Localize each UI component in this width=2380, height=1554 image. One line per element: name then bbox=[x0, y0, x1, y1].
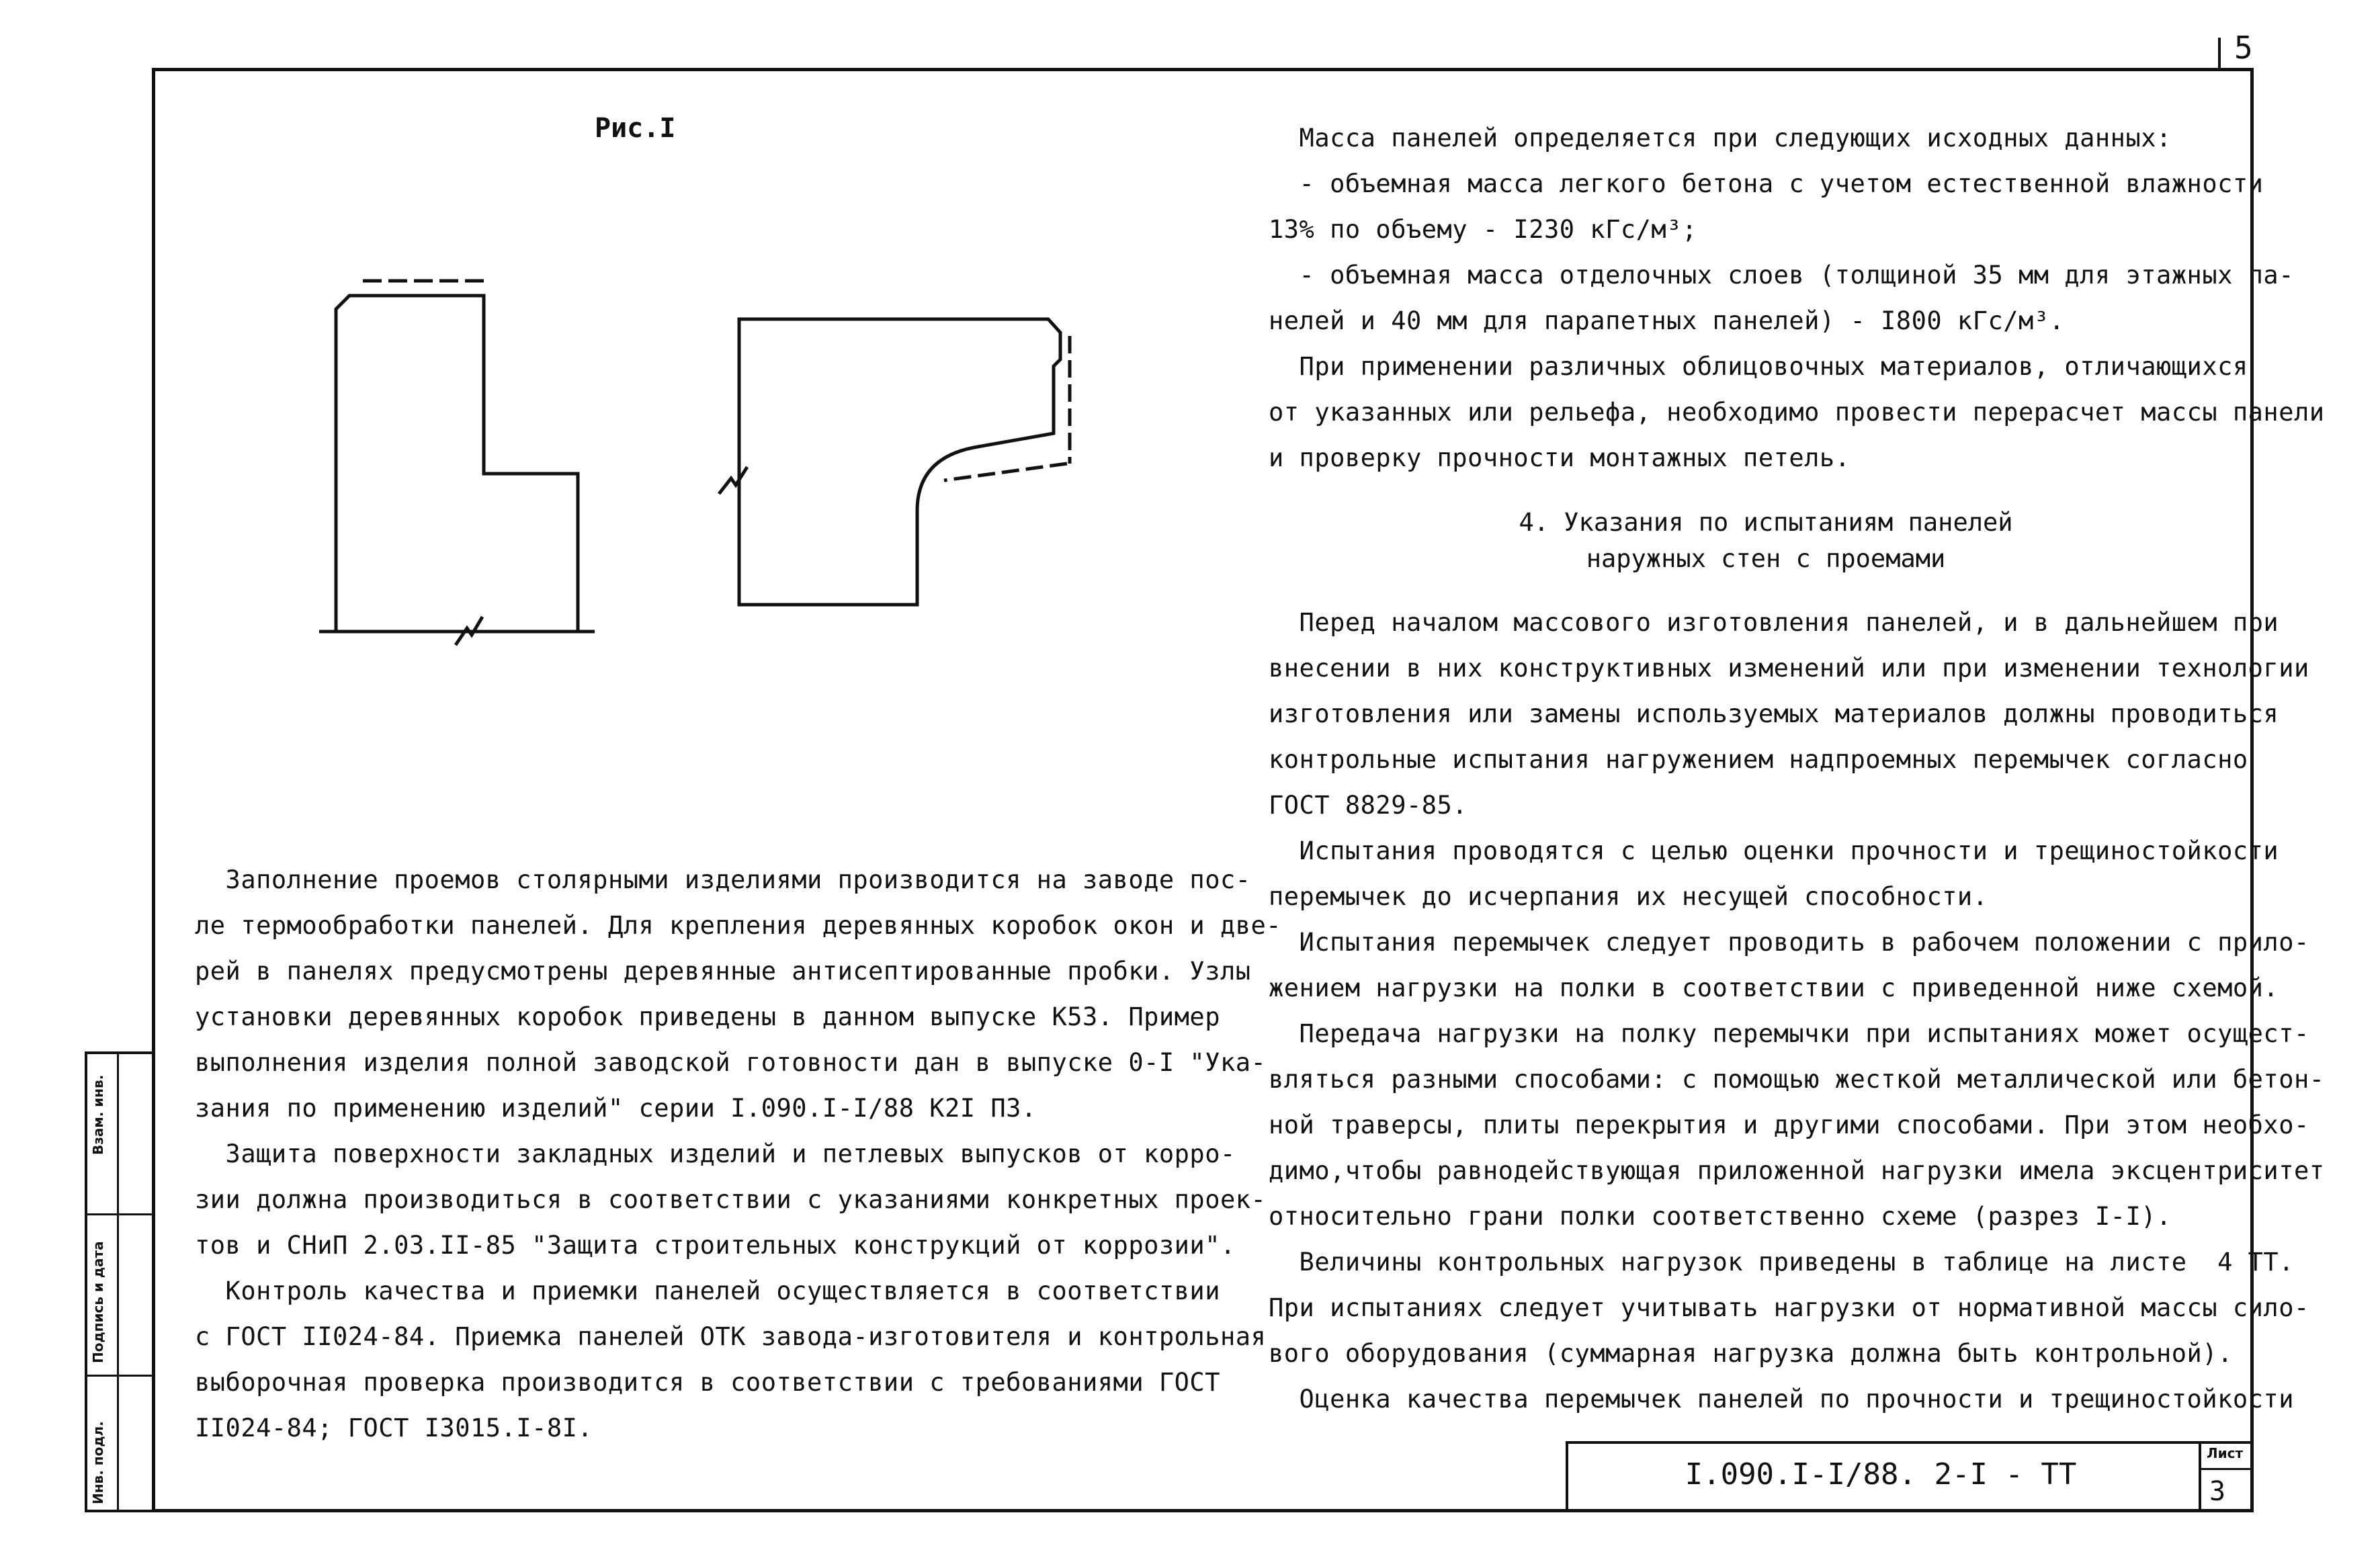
section-heading-line-2: наружных стен с проемами bbox=[1586, 544, 1946, 573]
sheet-box bbox=[2199, 1444, 2254, 1512]
sheet-label: Лист bbox=[2207, 1445, 2244, 1461]
text-line: - объемная масса отделочных слоев (толщиной 35 мм для этажных па- bbox=[1269, 261, 2294, 290]
text-line: перемычек до исчерпания их несущей способности. bbox=[1269, 882, 1988, 911]
sheet-number: 3 bbox=[2209, 1476, 2226, 1507]
text-line: от указанных или рельефа, необходимо провести перерасчет массы панели bbox=[1269, 398, 2325, 427]
text-line: зии должна производиться в соответствии с указаниями конкретных проек- bbox=[195, 1185, 1267, 1214]
text-line: Испытания перемычек следует проводить в рабочем положении с прило- bbox=[1269, 928, 2309, 957]
side-stamp-cell bbox=[87, 1215, 152, 1377]
text-line: Масса панелей определяется при следующих исходных данных: bbox=[1269, 124, 2172, 153]
right-dashed-diagonal bbox=[944, 464, 1067, 480]
text-line: контрольные испытания нагружением надпроемных перемычек согласно bbox=[1269, 745, 2248, 774]
side-stamp-label: Инв. подл. bbox=[90, 1421, 106, 1504]
left-panel-profile bbox=[336, 296, 578, 632]
text-line: выполнения изделия полной заводской готовности дан в выпуске 0-I "Ука- bbox=[195, 1048, 1267, 1077]
side-stamp-cell bbox=[87, 1054, 152, 1215]
text-line: жением нагрузки на полки в соответствии с приведенной ниже схемой. bbox=[1269, 974, 2279, 1002]
text-line: с ГОСТ II024-84. Приемка панелей ОТК завода-изготовителя и контрольная bbox=[195, 1322, 1267, 1351]
document-code: I.090.I-I/88. 2-I - ТТ bbox=[1685, 1457, 2077, 1492]
text-line: II024-84; ГОСТ I3015.I-8I. bbox=[195, 1414, 593, 1442]
right-text-column-top bbox=[1269, 116, 2325, 481]
text-line: При испытаниях следует учитывать нагрузки от нормативной массы сило- bbox=[1269, 1293, 2309, 1322]
section-heading-line-1: 4. Указания по испытаниям панелей bbox=[1519, 508, 2013, 537]
text-line: относительно грани полки соответственно схеме (разрез I-I). bbox=[1269, 1202, 2172, 1231]
right-text-column-bottom bbox=[1269, 600, 2325, 1422]
text-line: 13% по объему - I230 кГс/м³; bbox=[1269, 215, 1697, 244]
text-line: Защита поверхности закладных изделий и петлевых выпусков от корро- bbox=[195, 1139, 1236, 1168]
text-line: Испытания проводятся с целью оценки прочности и трещиностойкости bbox=[1269, 836, 2279, 865]
text-line: При применении различных облицовочных материалов, отличающихся bbox=[1269, 352, 2248, 381]
page-number: 5 bbox=[2234, 30, 2253, 66]
text-line: Перед началом массового изготовления панелей, и в дальнейшем при bbox=[1269, 608, 2279, 637]
text-line: димо,чтобы равнодействующая приложенной нагрузки имела эксцентриситет bbox=[1269, 1156, 2325, 1185]
figure-drawing bbox=[296, 262, 1102, 665]
figure-label: Рис.I bbox=[595, 113, 676, 144]
sheet-divider bbox=[2201, 1468, 2254, 1470]
text-line: вляться разными способами: с помощью жесткой металлической или бетон- bbox=[1269, 1065, 2325, 1094]
text-line: выборочная проверка производится в соответствии с требованиями ГОСТ bbox=[195, 1368, 1220, 1397]
text-line: зания по применению изделий" серии I.090.I-I/88 К2I ПЗ. bbox=[195, 1094, 1037, 1123]
text-line: вого оборудования (суммарная нагрузка должна быть контрольной). bbox=[1269, 1339, 2233, 1368]
text-line: установки деревянных коробок приведены в данном выпуске К53. Пример bbox=[195, 1002, 1220, 1031]
side-stamp-label: Взам. инв. bbox=[90, 1074, 106, 1155]
text-line: внесении в них конструктивных изменений или при изменении технологии bbox=[1269, 654, 2309, 683]
text-line: ле термообработки панелей. Для крепления деревянных коробок окон и две- bbox=[195, 911, 1282, 940]
side-stamp bbox=[85, 1051, 152, 1512]
side-stamp-cell bbox=[87, 1377, 152, 1512]
page-number-tick bbox=[2218, 38, 2221, 71]
text-line: - объемная масса легкого бетона с учетом естественной влажности bbox=[1269, 169, 2264, 198]
text-line: Контроль качества и приемки панелей осуществляется в соответствии bbox=[195, 1277, 1220, 1305]
text-line: ной траверсы, плиты перекрытия и другими способами. При этом необхо- bbox=[1269, 1111, 2309, 1139]
side-stamp-label: Подпись и дата bbox=[90, 1241, 106, 1363]
text-line: Величины контрольных нагрузок приведены в таблице на листе 4 ТТ. bbox=[1269, 1248, 2294, 1277]
text-line: нелей и 40 мм для парапетных панелей) - I800 кГс/м³. bbox=[1269, 306, 2065, 335]
right-panel-profile bbox=[739, 319, 1060, 605]
left-text-column bbox=[195, 857, 1281, 1451]
text-line: Передача нагрузки на полку перемычки при испытаниях может осущест- bbox=[1269, 1019, 2309, 1048]
title-block bbox=[1566, 1441, 2254, 1512]
text-line: Оценка качества перемычек панелей по прочности и трещиностойкости bbox=[1269, 1385, 2294, 1414]
text-line: ГОСТ 8829-85. bbox=[1269, 791, 1468, 820]
text-line: изготовления или замены используемых материалов должны проводиться bbox=[1269, 699, 2279, 728]
text-line: и проверку прочности монтажных петель. bbox=[1269, 443, 1851, 472]
text-line: Заполнение проемов столярными изделиями производится на заводе пос- bbox=[195, 865, 1251, 894]
text-line: тов и СНиП 2.03.II-85 "Защита строительных конструкций от коррозии". bbox=[195, 1231, 1236, 1260]
right-break-mark bbox=[719, 467, 747, 494]
text-line: рей в панелях предусмотрены деревянные антисептированные пробки. Узлы bbox=[195, 957, 1251, 986]
